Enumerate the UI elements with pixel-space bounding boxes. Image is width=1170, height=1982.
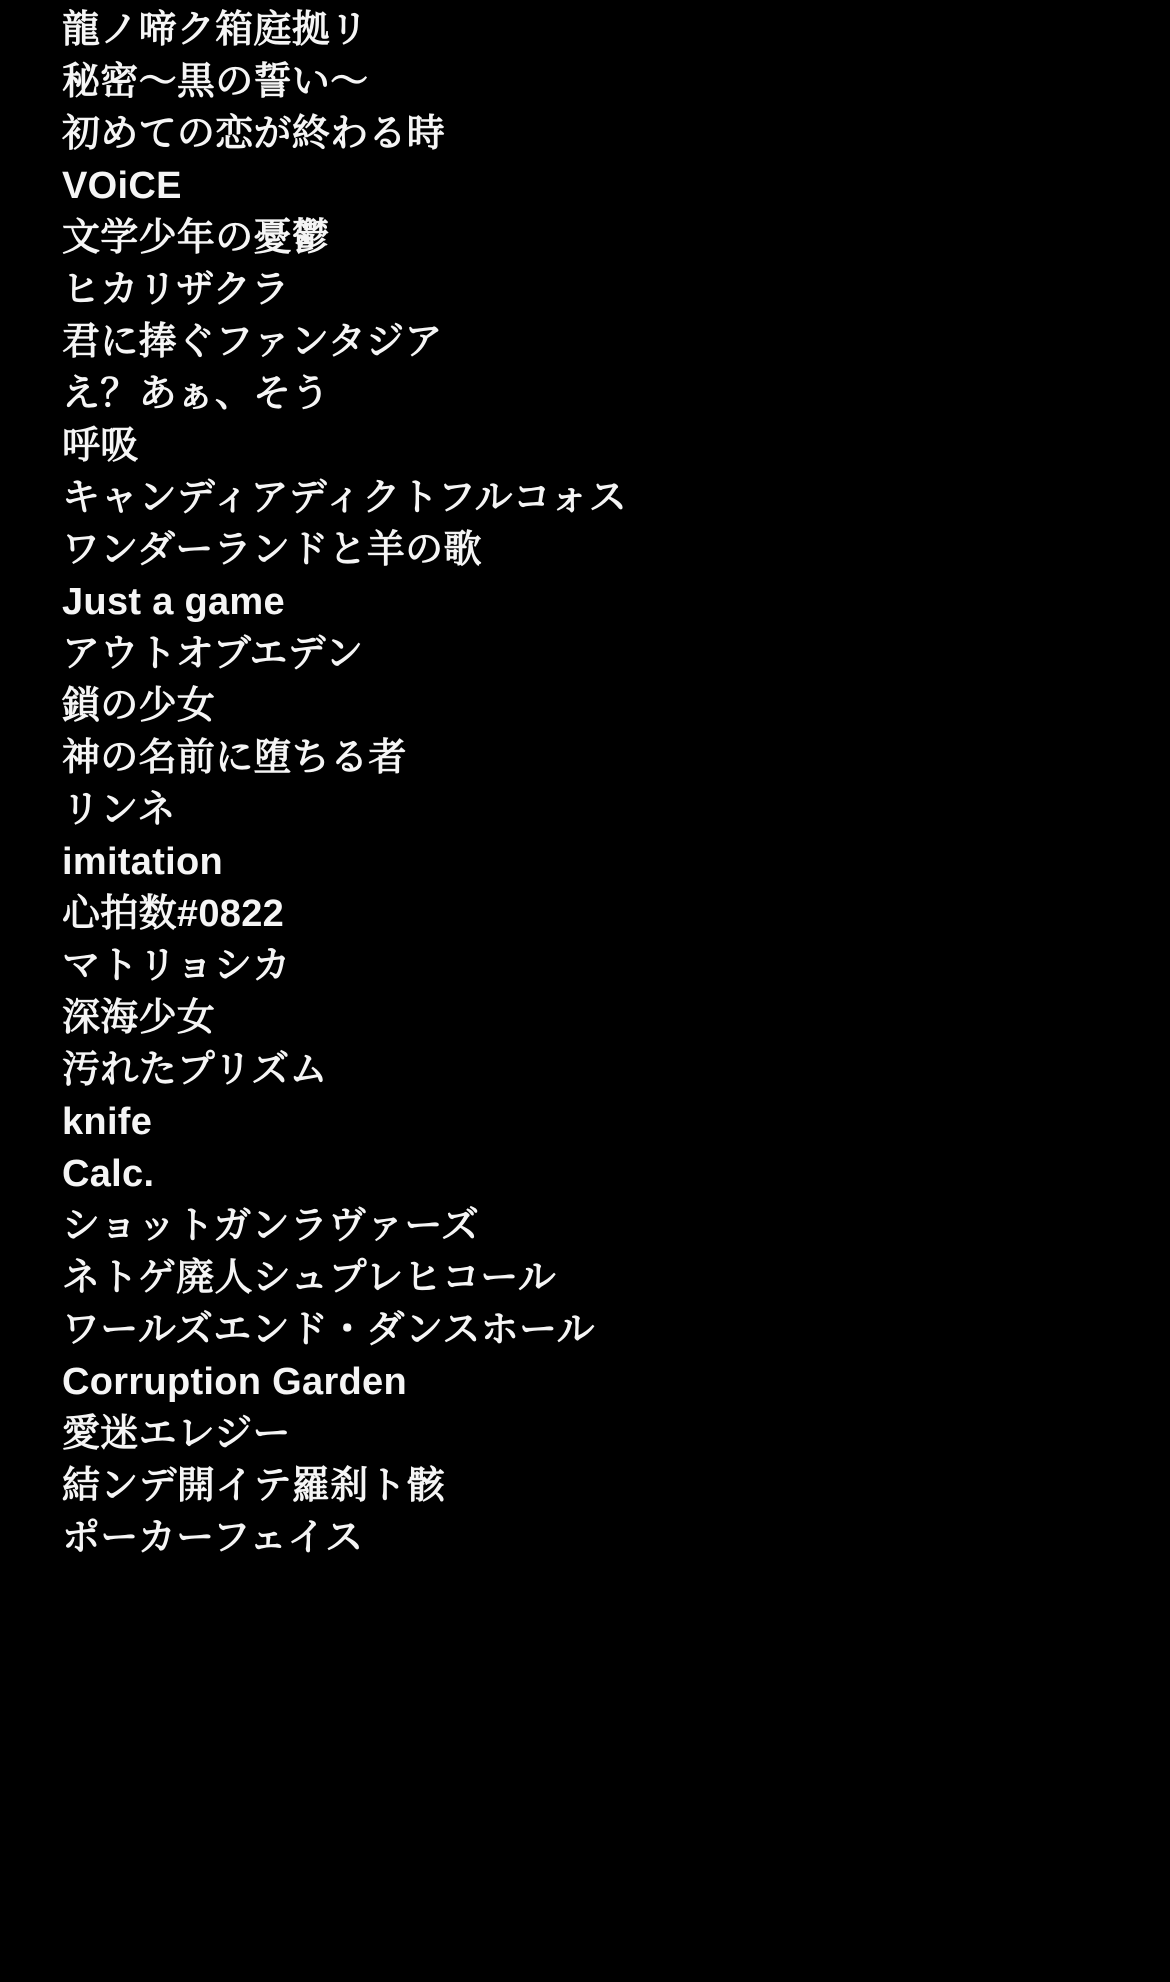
list-item[interactable]: え？あぁ、そう [62, 373, 330, 415]
list-item[interactable]: 文学少年の憂鬱 [62, 217, 331, 259]
list-item[interactable]: 呼吸 [62, 425, 139, 467]
list-item[interactable]: ショットガンラヴァーズ [62, 1205, 480, 1247]
list-item[interactable]: Corruption Garden [62, 1361, 407, 1403]
list-item[interactable]: ワールズエンド・ダンスホール [62, 1309, 595, 1351]
list-item[interactable]: ポーカーフェイス [62, 1517, 364, 1559]
list-item[interactable]: 神の名前に堕ちる者 [62, 737, 407, 779]
list-item[interactable]: 汚れたプリズム [62, 1049, 328, 1091]
list-item[interactable]: 心拍数#0822 [62, 893, 285, 935]
list-item[interactable]: 君に捧ぐファンタジア [62, 321, 443, 363]
list-item[interactable]: 結ンデ開イテ羅刹ト骸 [62, 1465, 446, 1507]
list-item[interactable]: マトリョシカ [62, 945, 291, 987]
list-item[interactable]: knife [62, 1101, 153, 1143]
list-item[interactable]: imitation [62, 841, 224, 883]
list-item[interactable]: Calc. [62, 1153, 155, 1195]
list-item[interactable]: ネトゲ廃人シュプレヒコール [62, 1257, 557, 1299]
list-item[interactable]: アウトオブエデン [62, 633, 364, 675]
list-item[interactable]: VOiCE [62, 165, 182, 207]
list-item[interactable]: 深海少女 [62, 997, 216, 1039]
list-item[interactable]: 鎖の少女 [62, 685, 216, 727]
list-item[interactable]: 龍ノ啼ク箱庭拠リ [62, 9, 369, 51]
list-item[interactable]: リンネ [62, 789, 176, 831]
list-item[interactable]: 秘密〜黒の誓い〜 [62, 61, 369, 103]
list-item[interactable]: 初めての恋が終わる時 [62, 113, 446, 155]
list-item[interactable]: Just a game [62, 581, 285, 623]
list-item[interactable]: ワンダーランドと羊の歌 [62, 529, 482, 571]
list-item[interactable]: 愛迷エレジー [62, 1413, 291, 1455]
list-item[interactable]: キャンディアディクトフルコォス [62, 477, 628, 519]
list-item[interactable]: ヒカリザクラ [62, 269, 290, 311]
